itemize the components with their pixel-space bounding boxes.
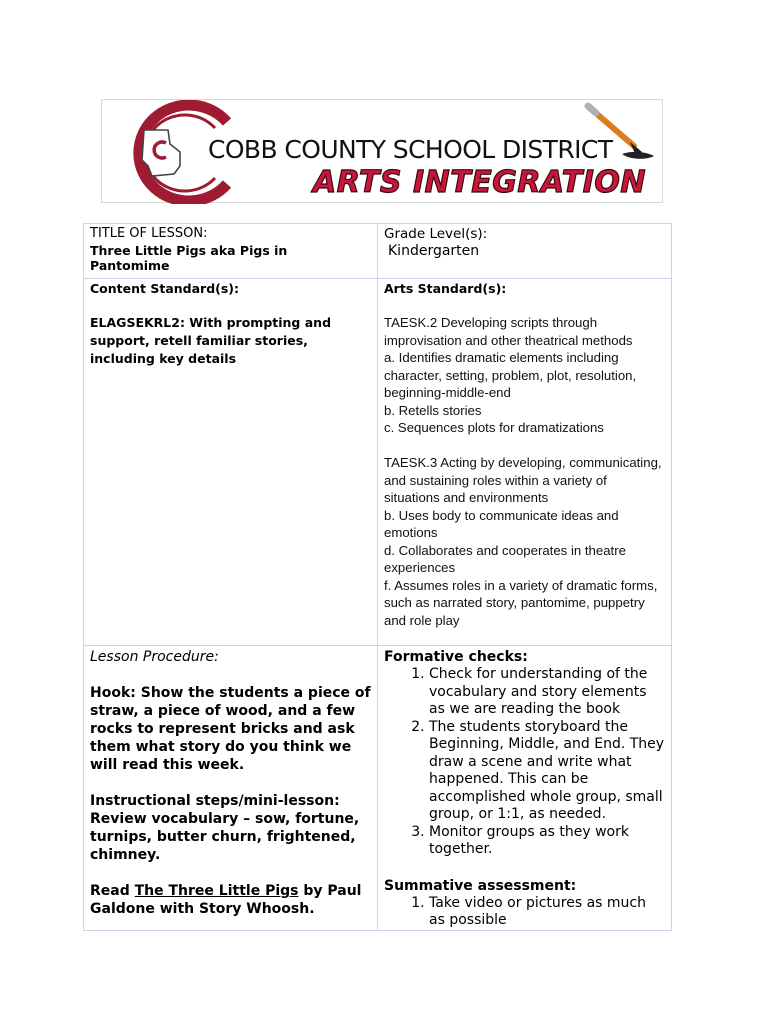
standards-row xyxy=(84,279,672,646)
grade-cell xyxy=(378,224,672,279)
read-suffix: Galdone with Story Whoosh. xyxy=(90,901,315,917)
arts-standard-label: Arts Standard(s): xyxy=(384,281,507,296)
read-middle: by Paul xyxy=(298,883,362,899)
list-item: 3. Monitor groups as they work together. xyxy=(429,824,665,859)
arts-line: TAESK.3 Acting by developing, communicating, and sustaining roles within a variety of situations and environments xyxy=(384,455,662,505)
arts-line: b. Uses body to communicate ideas and emotions xyxy=(384,507,619,540)
arts-standard-text xyxy=(384,314,665,629)
assessment-cell xyxy=(378,646,672,931)
formative-list xyxy=(384,666,665,859)
hook-text: Hook: Show the students a piece of straw, a piece of wood, and a few rocks to represent bricks and ask them what story do you think we will read this week. xyxy=(90,685,371,773)
read-line xyxy=(90,882,371,900)
instructional-text: Review vocabulary – sow, fortune, turnips, butter churn, frightened, chimney. xyxy=(90,811,360,863)
content-standard-text: ELAGSEKRL2: With prompting and support, retell familiar stories, including key details xyxy=(90,315,332,366)
grade-value: Kindergarten xyxy=(388,243,480,259)
read-prefix: Read xyxy=(90,883,135,899)
book-title: The Three Little Pigs xyxy=(134,883,299,899)
arts-line: f. Assumes roles in a variety of dramatic forms, such as narrated story, pantomime, puppetry and role play xyxy=(384,577,658,628)
list-item: 2. The students storyboard the Beginning, Middle, and End. They draw a scene and write what happened. This can be accomplished whole group, small group, or 1:1, as needed. xyxy=(429,719,665,824)
arts-line: c. Sequences plots for dramatizations xyxy=(384,420,604,435)
title-row xyxy=(84,224,672,279)
arts-line: b. Retells stories xyxy=(384,402,482,418)
procedure-row xyxy=(84,646,672,931)
title-label: TITLE OF LESSON: xyxy=(90,226,208,241)
procedure-cell xyxy=(84,646,378,931)
arts-line: d. Collaborates and cooperates in theatre experiences xyxy=(384,542,626,575)
list-item: 1. Take video or pictures as much as possible xyxy=(429,895,665,930)
summative-list xyxy=(384,895,665,930)
title-value: Three Little Pigs aka Pigs in Pantomime xyxy=(90,243,288,273)
title-cell xyxy=(84,224,378,279)
instructional-label: Instructional steps/mini-lesson: xyxy=(90,793,340,809)
arts-line: TAESK.2 Developing scripts through improvisation and other theatrical methods xyxy=(384,315,633,348)
grade-label: Grade Level(s): xyxy=(384,226,488,242)
lesson-table xyxy=(83,223,672,931)
program-name: ARTS INTEGRATION xyxy=(313,165,647,200)
list-item: 1. Check for understanding of the vocabulary and story elements as we are reading the book xyxy=(429,666,665,719)
content-standard-label: Content Standard(s): xyxy=(90,281,240,296)
content-standard-cell xyxy=(84,279,378,646)
district-name: COBB COUNTY SCHOOL DISTRICT xyxy=(208,135,613,164)
summative-label: Summative assessment: xyxy=(384,877,577,894)
arts-line: a. Identifies dramatic elements including character, setting, problem, plot, resolution, beginning-middle-end xyxy=(384,350,637,400)
arts-standard-cell xyxy=(378,279,672,646)
procedure-label: Lesson Procedure: xyxy=(90,649,219,665)
formative-label: Formative checks: xyxy=(384,649,528,665)
